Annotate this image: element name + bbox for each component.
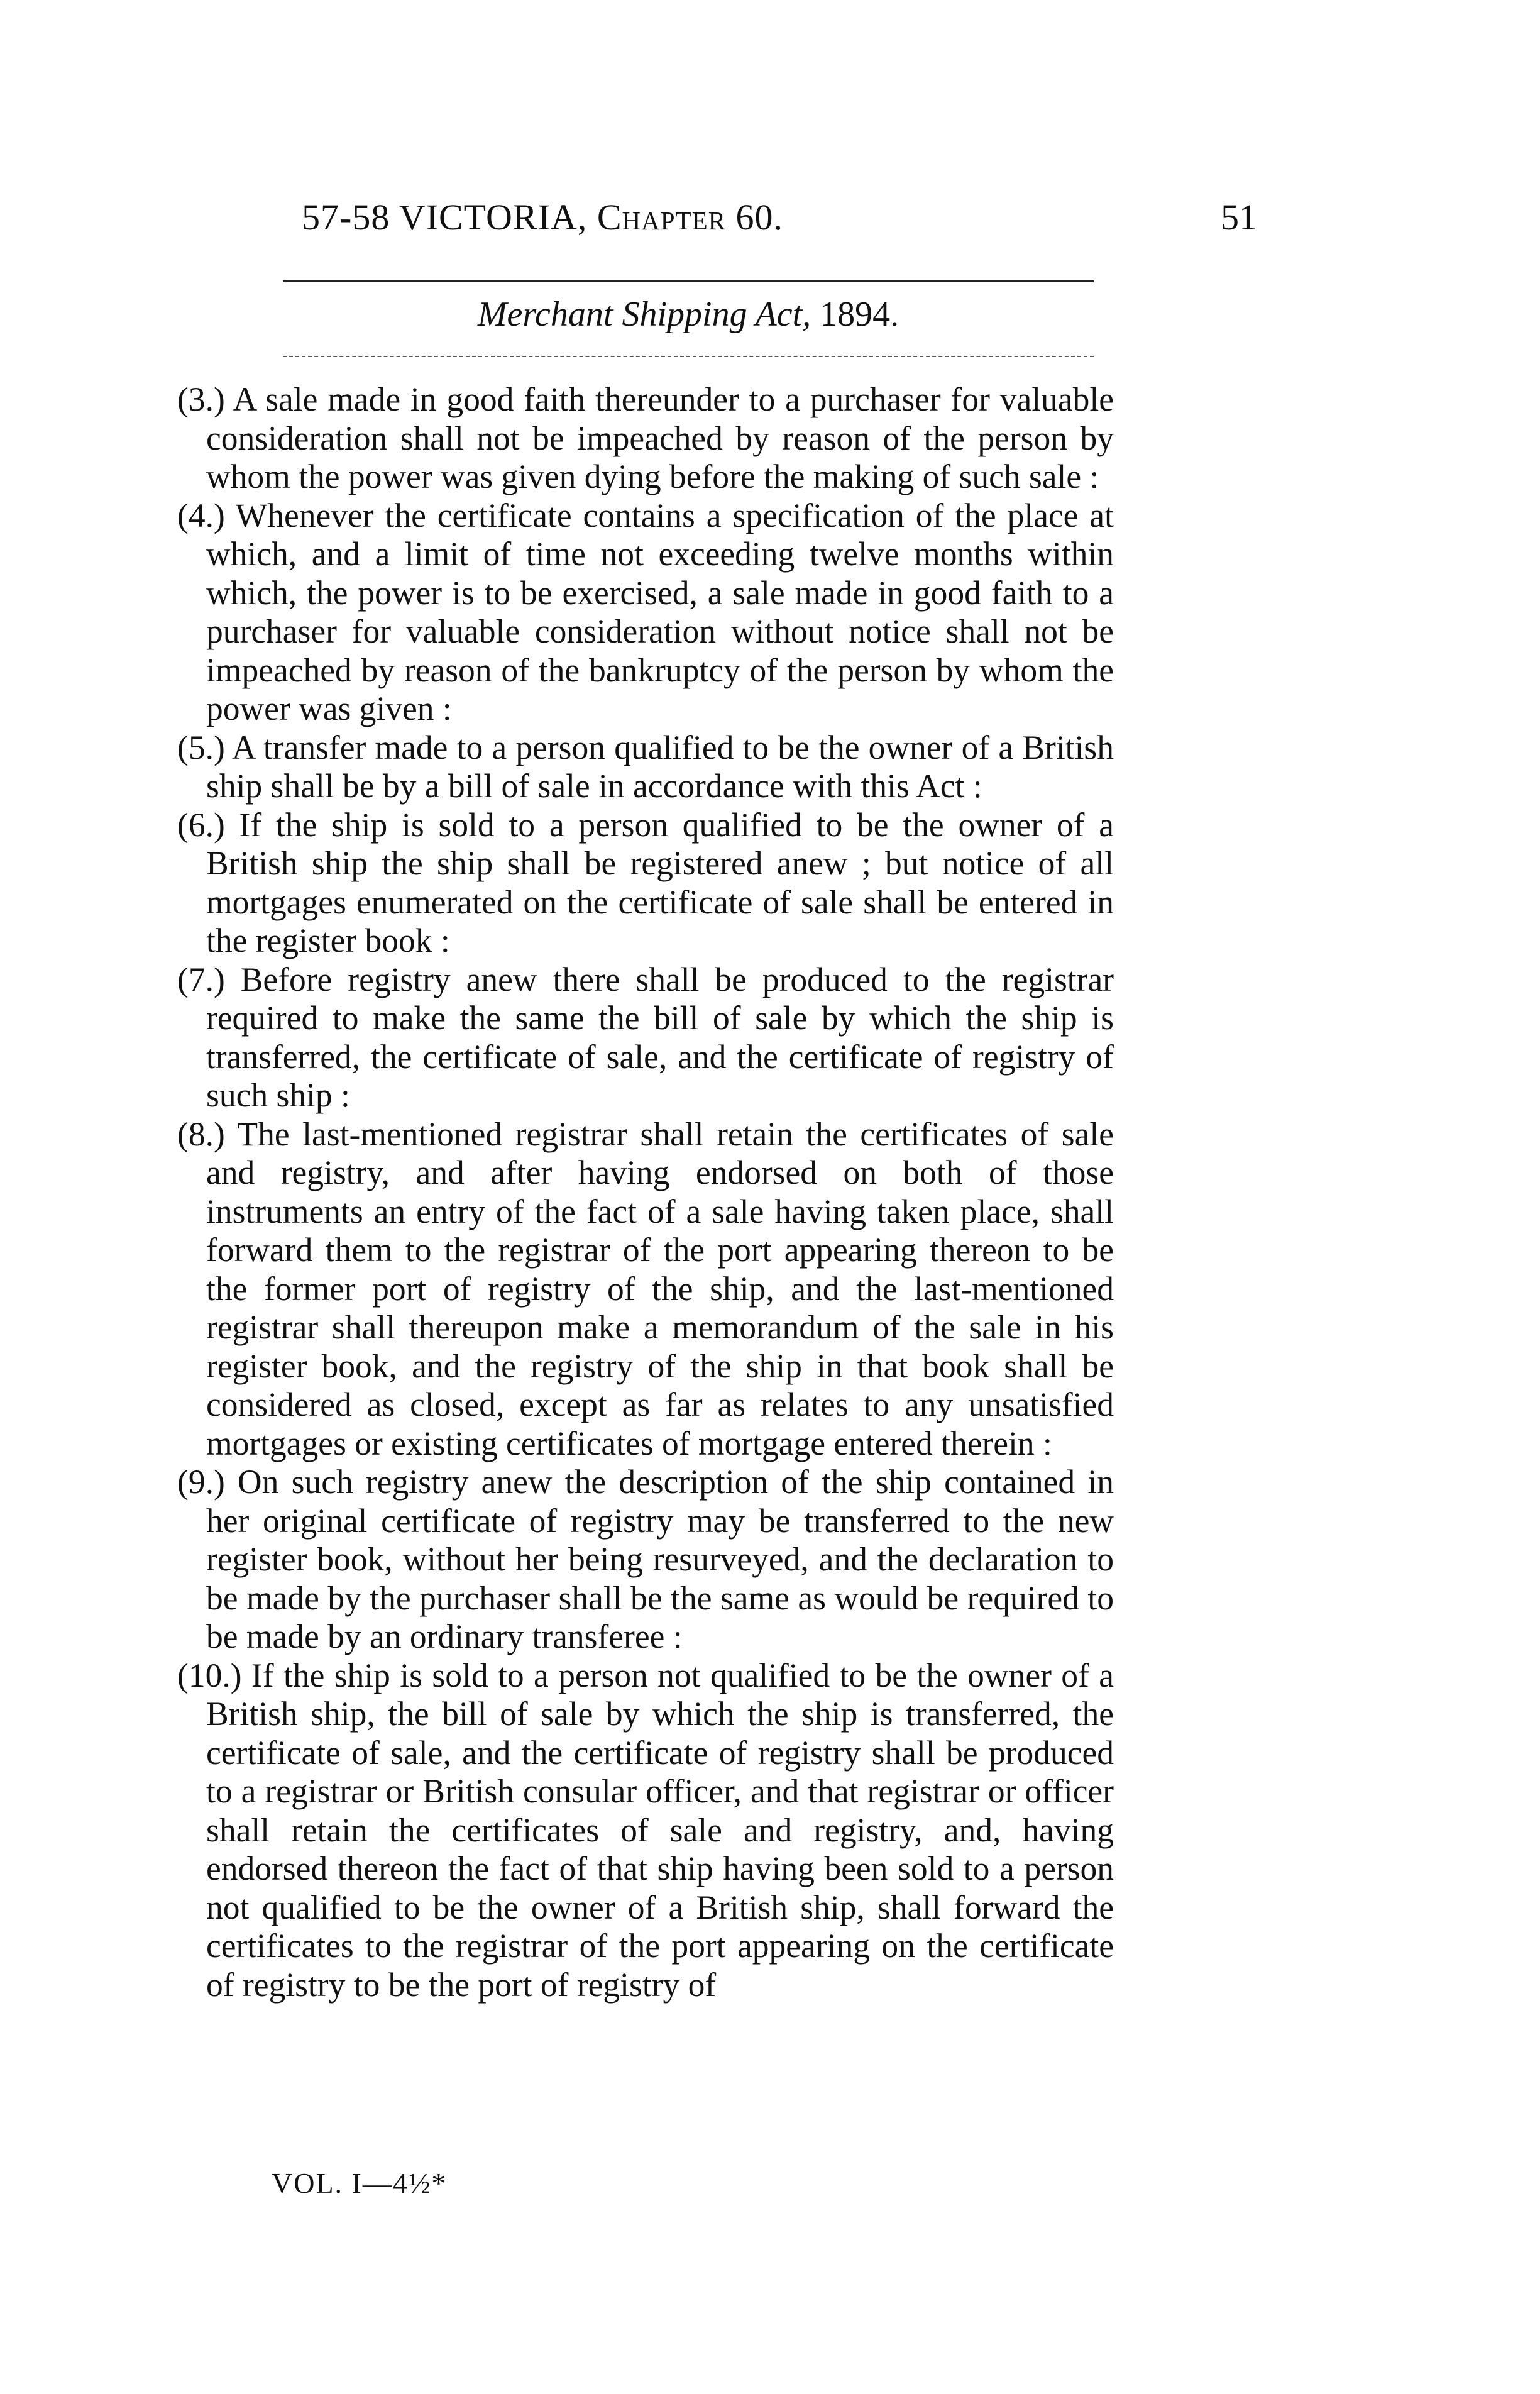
- paragraph-5: [177, 729, 1114, 806]
- paragraph-text: On such registry anew the description of the ship contained in her original certificate of registry may be transferred to the new register book, without her being resurveyed, and the declaration to be made by the purchaser shall be the same as would be required to be made by an ordinary transferee :: [206, 1463, 1114, 1655]
- body-text: [177, 380, 1114, 2004]
- act-title: [283, 294, 1094, 334]
- paragraph-8: [177, 1115, 1114, 1464]
- paragraph-text: A transfer made to a person qualified to be the owner of a British ship shall be by a bill of sale in accordance with this Act :: [206, 728, 1114, 805]
- chapter-heading: [302, 196, 783, 238]
- paragraph-text: If the ship is sold to a person not qualified to be the owner of a British ship, the bill of sale by which the ship is transferred, the certificate of sale, and the certificate of registry shall be produced to a registrar or British consular officer, and that registrar or officer shall retain the certificates of sale and registry, and, having endorsed thereon the fact of that ship having been sold to a person not qualified to be the owner of a British ship, shall forward the certificates to the registrar of the port appearing on the certificate of registry to be the port of registry of: [206, 1656, 1114, 2004]
- chapter-number: 60.: [725, 197, 783, 238]
- paragraph-number: (5.): [177, 728, 225, 766]
- paragraph-4: [177, 497, 1114, 729]
- page-number: 51: [1221, 197, 1257, 238]
- chapter-prefix: 57-58 VICTORIA,: [302, 197, 597, 238]
- header-rule-bottom: [283, 356, 1094, 357]
- paragraph-text: A sale made in good faith thereunder to a purchaser for valuable consideration shall not be impeached by reason of the person by whom the power was given dying before the making of such sale :: [206, 380, 1114, 495]
- paragraph-number: (8.): [177, 1115, 225, 1153]
- paragraph-text: Whenever the certificate contains a specification of the place at which, and a limit of time not exceeding twelve months within which, the power is to be exercised, a sale made in good faith to a purchaser for valuable consideration without notice shall not be impeached by reason of the bankruptcy of the person by whom the power was given :: [206, 496, 1114, 727]
- header-rule-top: [283, 280, 1094, 282]
- paragraph-text: The last-mentioned registrar shall retain the certificates of sale and registry, and after having endorsed on both of those instruments an entry of the fact of a sale having taken place, shall forward them to the registrar of the port appearing thereon to be the former port of registry of the ship, and the last-mentioned registrar shall thereupon make a memorandum of the sale in his register book, and the registry of the ship in that book shall be considered as closed, except as far as relates to any unsatisfied mortgages or existing certificates of mortgage entered therein :: [206, 1115, 1114, 1462]
- act-name: Merchant Shipping Act,: [477, 295, 811, 334]
- paragraph-number: (10.): [177, 1656, 242, 1694]
- paragraph-7: [177, 961, 1114, 1115]
- paragraph-number: (3.): [177, 380, 225, 418]
- signature-mark: VOL. I—4½*: [272, 2167, 448, 2199]
- running-head: [302, 196, 1257, 240]
- paragraph-number: (4.): [177, 496, 225, 534]
- paragraph-10: [177, 1657, 1114, 2005]
- act-year: 1894.: [811, 295, 899, 334]
- paragraph-number: (7.): [177, 960, 225, 998]
- paragraph-number: (6.): [177, 805, 225, 844]
- paragraph-text: Before registry anew there shall be produced to the registrar required to make the same the bill of sale by which the ship is transferred, the certificate of sale, and the certificate of registry of such ship :: [206, 960, 1114, 1114]
- paragraph-text: If the ship is sold to a person qualified to be the owner of a British ship the ship shall be registered anew ; but notice of all mortgages enumerated on the certificate of sale shall be entered in the register book :: [206, 805, 1114, 959]
- paragraph-6: [177, 806, 1114, 961]
- paragraph-9: [177, 1463, 1114, 1657]
- paragraph-3: [177, 380, 1114, 497]
- paragraph-number: (9.): [177, 1463, 225, 1501]
- chapter-word: Chapter: [597, 197, 726, 238]
